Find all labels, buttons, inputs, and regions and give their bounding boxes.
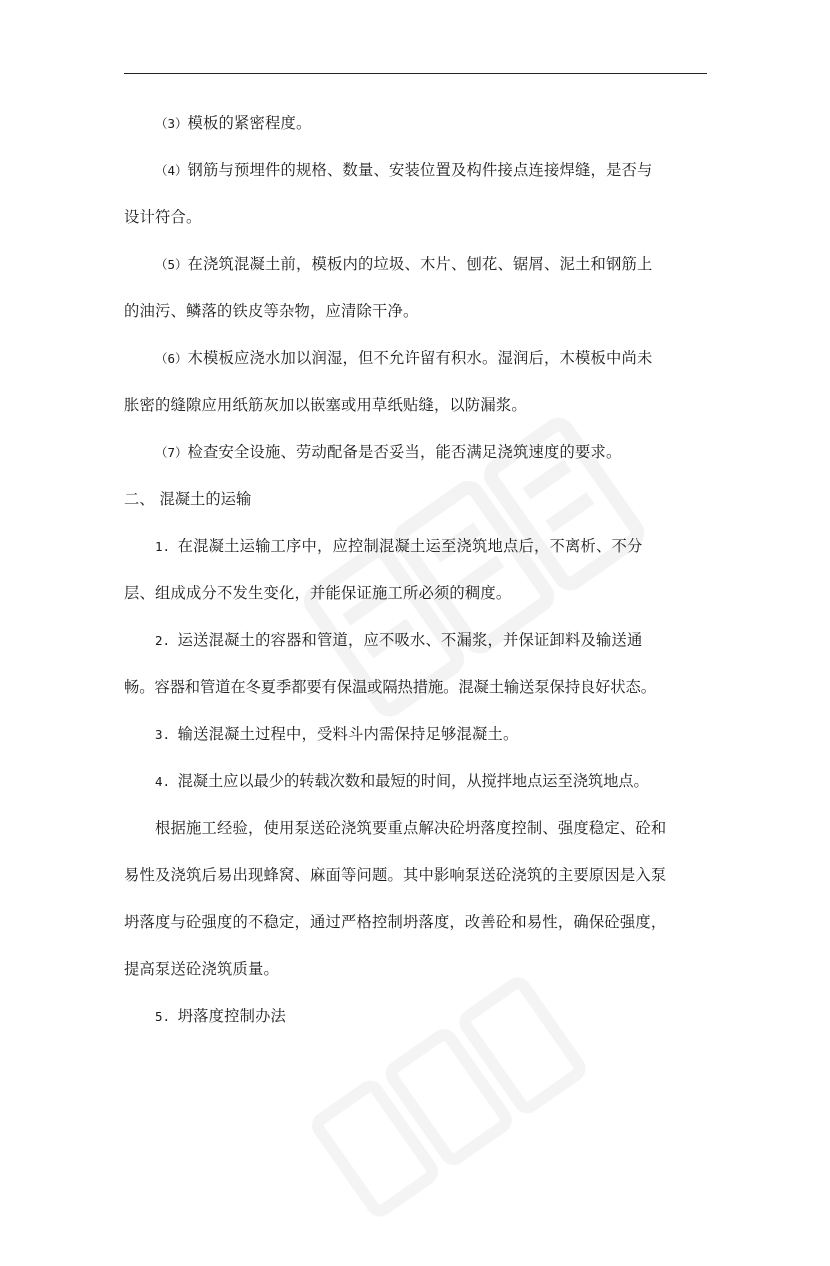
numbered-text: 混凝土应以最少的转载次数和最短的时间，从搅拌地点运至浇筑地点。	[177, 772, 649, 790]
paragraph-item-6-cont	[124, 382, 709, 429]
numbered-text: 坍落度控制办法	[177, 1007, 287, 1025]
experience-paragraph-line-3: 坍落度与砼强度的不稳定，通过严格控制坍落度，改善砼和易性，确保砼强度，	[124, 913, 667, 931]
numbered-item-4	[124, 758, 709, 805]
numbered-item-3	[124, 711, 709, 758]
numbered-text: 输送混凝土过程中，受料斗内需保持足够混凝土。	[177, 725, 519, 743]
item-prefix: （6）	[155, 351, 188, 366]
paragraph-item-7	[124, 429, 709, 476]
experience-paragraph-line-1: 根据施工经验，使用泵送砼浇筑要重点解决砼坍落度控制、强度稳定、砼和	[155, 819, 667, 837]
numbered-prefix: 3.	[155, 727, 178, 742]
numbered-item-1	[124, 523, 709, 570]
paragraph-item-6	[124, 335, 709, 382]
experience-paragraph-line-4: 提高泵送砼浇筑质量。	[124, 960, 279, 978]
item-text-cont: 胀密的缝隙应用纸筋灰加以嵌塞或用草纸贴缝，以防漏浆。	[124, 396, 527, 414]
numbered-text-cont: 层、组成成分不发生变化，并能保证施工所必须的稠度。	[124, 584, 512, 602]
numbered-prefix: 4.	[155, 774, 178, 789]
document-body	[124, 100, 709, 1040]
numbered-item-5	[124, 993, 709, 1040]
numbered-prefix: 5.	[155, 1009, 178, 1024]
paragraph-item-4	[124, 147, 709, 194]
numbered-prefix: 1.	[155, 539, 178, 554]
item-prefix: （3）	[155, 116, 188, 131]
paragraph-item-5	[124, 241, 709, 288]
paragraph-item-5-cont	[124, 288, 709, 335]
item-text-cont: 的油污、鳞落的铁皮等杂物，应清除干净。	[124, 302, 419, 320]
paragraph-item-3	[124, 100, 709, 147]
numbered-text: 运送混凝土的容器和管道，应不吸水、不漏浆，并保证卸料及输送通	[177, 631, 643, 649]
numbered-prefix: 2.	[155, 633, 178, 648]
header-rule	[124, 73, 707, 74]
item-text-cont: 设计符合。	[124, 208, 202, 226]
experience-paragraph-line-2: 易性及浇筑后易出现蜂窝、麻面等问题。其中影响泵送砼浇筑的主要原因是入泵	[124, 866, 667, 884]
numbered-text: 在混凝土运输工序中，应控制混凝土运至浇筑地点后，不离析、不分	[177, 537, 643, 555]
numbered-text-cont: 畅。容器和管道在冬夏季都要有保温或隔热措施。混凝土输送泵保持良好状态。	[124, 678, 656, 696]
numbered-item-1-cont	[124, 570, 709, 617]
item-text: 检查安全设施、劳动配备是否妥当，能否满足浇筑速度的要求。	[187, 443, 622, 461]
item-text: 钢筋与预埋件的规格、数量、安装位置及构件接点连接焊缝，是否与	[187, 161, 653, 179]
item-prefix: （5）	[155, 257, 188, 272]
item-text: 木模板应浇水加以润湿，但不允许留有积水。湿润后，木模板中尚未	[187, 349, 653, 367]
item-text: 在浇筑混凝土前，模板内的垃圾、木片、刨花、锯屑、泥土和钢筋上	[187, 255, 653, 273]
numbered-item-2	[124, 617, 709, 664]
paragraph-item-4-cont	[124, 194, 709, 241]
item-prefix: （4）	[155, 163, 188, 178]
item-text: 模板的紧密程度。	[187, 114, 312, 132]
item-prefix: （7）	[155, 445, 188, 460]
numbered-item-2-cont	[124, 664, 709, 711]
section-heading: 二、 混凝土的运输	[124, 490, 252, 508]
